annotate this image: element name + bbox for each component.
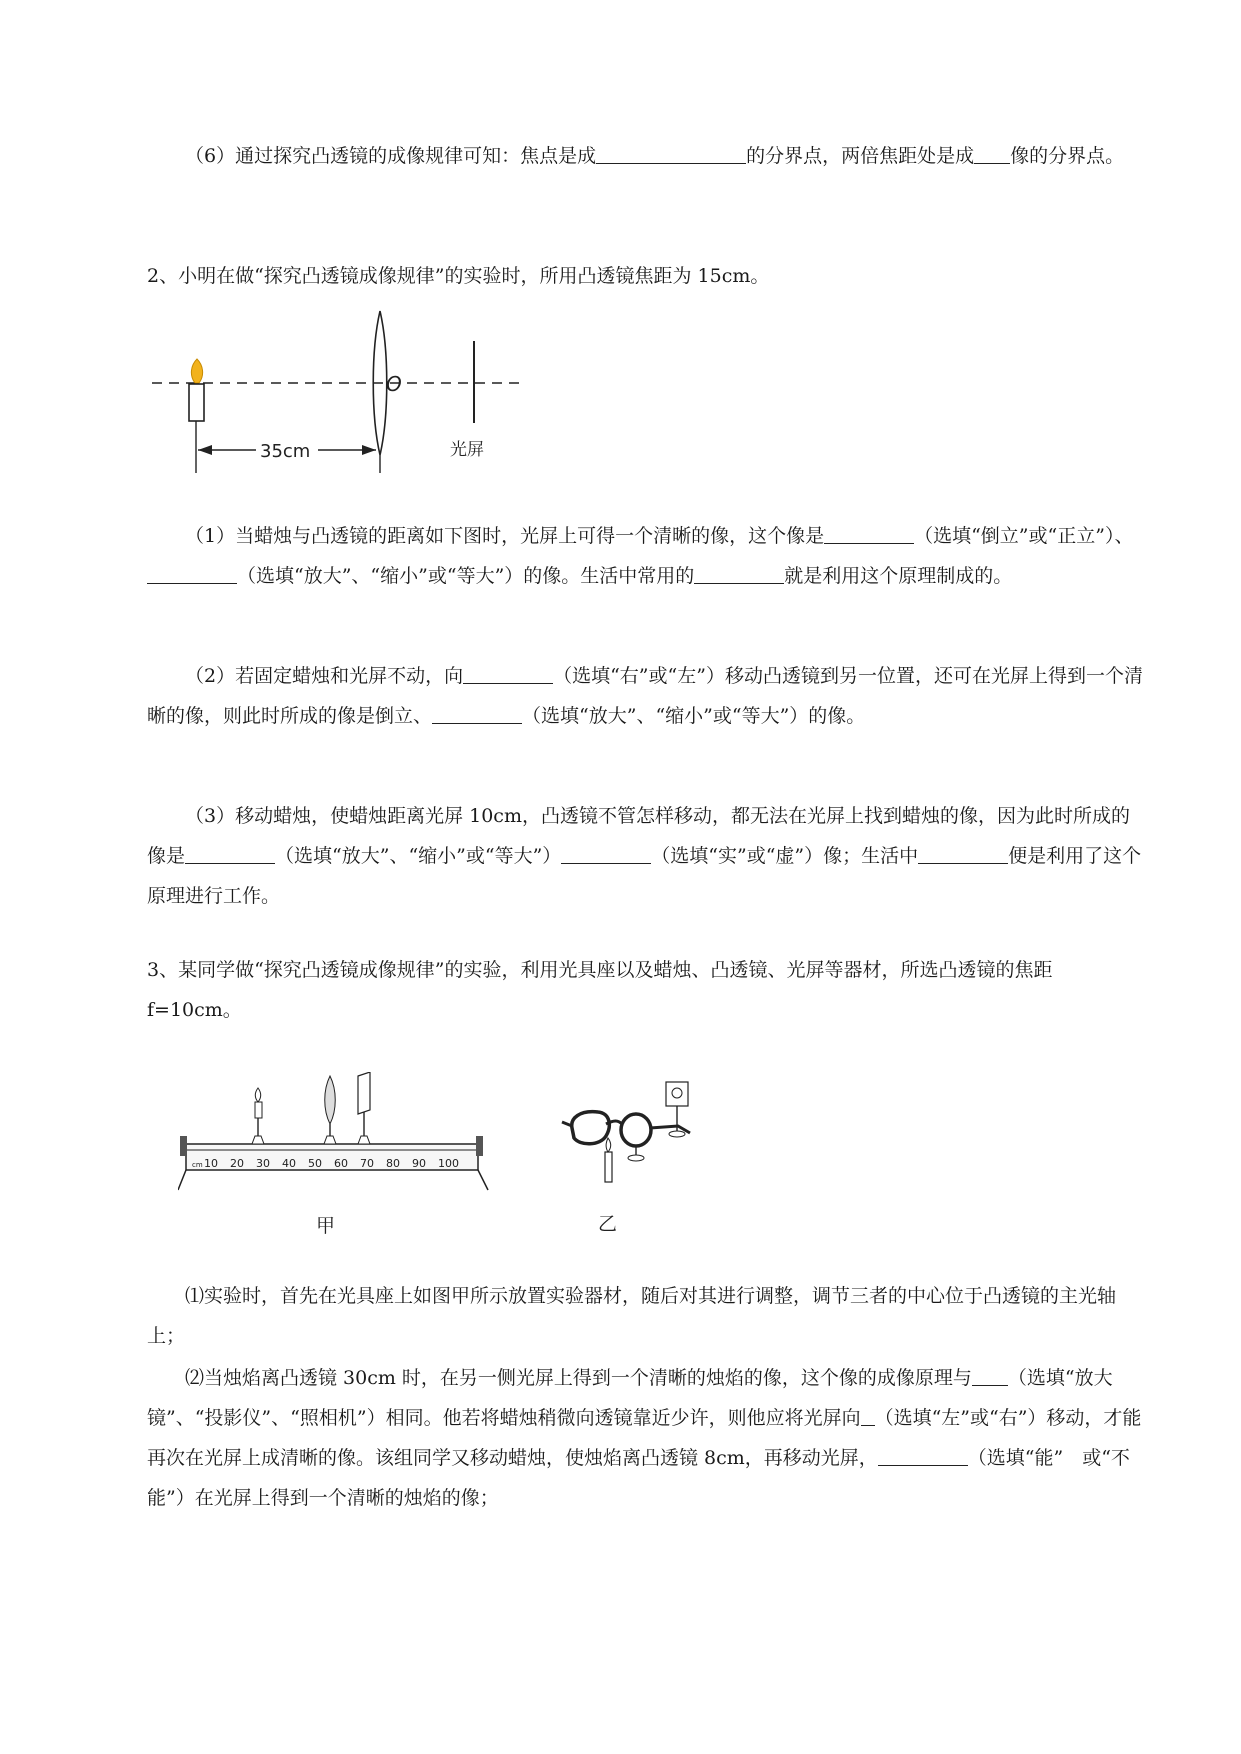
q2-part1-text-c: （选填“放大”、“缩小”或“等大”）的像。生活中常用的 xyxy=(237,565,695,587)
q3-part2-text-c: （选填“左”或“右”）移动，才能再次在光屏上成清晰的像。该组同学又移动蜡烛，使烛焰离凸透镜 8cm，再移动光屏， xyxy=(147,1407,1142,1469)
q2-part1-text-b: （选填“倒立”或“正立”）、 xyxy=(914,525,1134,547)
answer-blank[interactable] xyxy=(596,141,746,164)
screen-label: 光屏 xyxy=(450,440,484,460)
answer-blank[interactable] xyxy=(561,841,651,864)
q2-part3-text-d: 便是利用了这个原理进行工作。 xyxy=(147,845,1142,907)
answer-blank[interactable] xyxy=(974,141,1010,164)
q2-part1-paragraph xyxy=(147,516,1147,596)
q3-part2-text-b: （选填“放大镜”、“投影仪”、“照相机”）相同。他若将蜡烛稍微向透镜靠近少许，则他应将光屏向 xyxy=(147,1367,1113,1429)
answer-blank[interactable] xyxy=(918,841,1008,864)
q1-part6-text-a: （6）通过探究凸透镜的成像规律可知：焦点是成 xyxy=(185,145,597,167)
ruler-tick-label: 70 xyxy=(360,1157,374,1170)
answer-blank[interactable] xyxy=(824,521,914,544)
glasses-candle xyxy=(605,1152,612,1182)
bench-lens xyxy=(325,1076,336,1124)
ruler-tick-label: 40 xyxy=(282,1157,296,1170)
q1-part6-text-c: 像的分界点。 xyxy=(1010,145,1125,167)
glasses-lens-left xyxy=(572,1112,610,1144)
bench-screen xyxy=(358,1072,370,1114)
answer-blank[interactable] xyxy=(463,661,553,684)
lens-center-label: O xyxy=(386,372,402,396)
figure-label-jia: 甲 xyxy=(316,1215,336,1237)
glasses-figure xyxy=(560,1078,720,1238)
glasses-screen xyxy=(666,1082,688,1106)
q3-part1: ⑴实验时，首先在光具座上如图甲所示放置实验器材，随后对其进行调整，调节三者的中心位于凸透镜的主光轴上； xyxy=(147,1285,1117,1347)
ruler-tick-label: 90 xyxy=(412,1157,426,1170)
q2-part3-text-c: （选填“实”或“虚”）像；生活中 xyxy=(651,845,919,867)
answer-blank[interactable] xyxy=(432,701,522,724)
q2-part3-paragraph xyxy=(147,796,1147,916)
q2-intro: 2、小明在做“探究凸透镜成像规律”的实验时，所用凸透镜焦距为 15cm。 xyxy=(147,265,770,287)
q2-part3-text-a: （3）移动蜡烛，使蜡烛距离光屏 10cm，凸透镜不管怎样移动，都无法在光屏上找到蜡烛的像，因为此时所成的像是 xyxy=(147,805,1130,867)
ruler-tick-label: 30 xyxy=(256,1157,270,1170)
answer-blank[interactable] xyxy=(185,841,275,864)
q1-part6-text-b: 的分界点，两倍焦距处是成 xyxy=(746,145,975,167)
answer-blank[interactable] xyxy=(972,1363,1008,1386)
ruler-tick-label: 10 xyxy=(204,1157,218,1170)
arrow-head-right xyxy=(362,445,376,455)
q3-part2-paragraph xyxy=(147,1358,1147,1518)
q2-part1-text-d: 就是利用这个原理制成的。 xyxy=(784,565,1013,587)
arrow-head-left xyxy=(198,445,212,455)
candle-flame xyxy=(191,359,202,383)
q2-part2-text-c: （选填“放大”、“缩小”或“等大”）的像。 xyxy=(522,705,866,727)
answer-blank[interactable] xyxy=(694,561,784,584)
bench-candle-flame xyxy=(255,1088,260,1102)
q2-part3-text-b: （选填“放大”、“缩小”或“等大”） xyxy=(275,845,562,867)
figure-label-yi: 乙 xyxy=(598,1213,618,1235)
ruler-tick-label: 20 xyxy=(230,1157,244,1170)
candle-body xyxy=(189,384,204,421)
distance-label: 35cm xyxy=(260,441,311,462)
answer-blank[interactable] xyxy=(861,1403,875,1426)
ruler-unit: cm xyxy=(192,1161,203,1169)
q2-part2-text-b: （选填“右”或“左”）移动凸透镜到另一位置，还可在光屏上得到一个清晰的像，则此时所成的像是倒立、 xyxy=(147,665,1143,727)
ruler-tick-label: 50 xyxy=(308,1157,322,1170)
answer-blank[interactable] xyxy=(878,1443,968,1466)
q3-intro: 3、某同学做“探究凸透镜成像规律”的实验，利用光具座以及蜡烛、凸透镜、光屏等器材，所选凸透镜的焦距 f=10cm。 xyxy=(147,959,1053,1021)
ruler-tick-label: 100 xyxy=(438,1157,459,1170)
q3-part2-text-d: （选填“能” 或“不能”）在光屏上得到一个清晰的烛焰的像； xyxy=(147,1447,1130,1509)
q2-part1-text-a: （1）当蜡烛与凸透镜的距离如下图时，光屏上可得一个清晰的像，这个像是 xyxy=(185,525,825,547)
q2-part2-paragraph xyxy=(147,656,1147,736)
ruler-tick-label: 80 xyxy=(386,1157,400,1170)
q3-part2-text-a: ⑵当烛焰离凸透镜 30cm 时，在另一侧光屏上得到一个清晰的烛焰的像，这个像的成像原理与 xyxy=(185,1367,972,1389)
bench-candle xyxy=(255,1102,262,1118)
ruler-tick-label: 60 xyxy=(334,1157,348,1170)
q2-lens-diagram xyxy=(148,305,538,475)
answer-blank[interactable] xyxy=(147,561,237,584)
glasses-lens-right xyxy=(621,1114,651,1146)
q1-part6-paragraph xyxy=(147,136,1147,176)
optical-bench-figure xyxy=(178,1072,508,1242)
q2-part2-text-a: （2）若固定蜡烛和光屏不动，向 xyxy=(185,665,464,687)
